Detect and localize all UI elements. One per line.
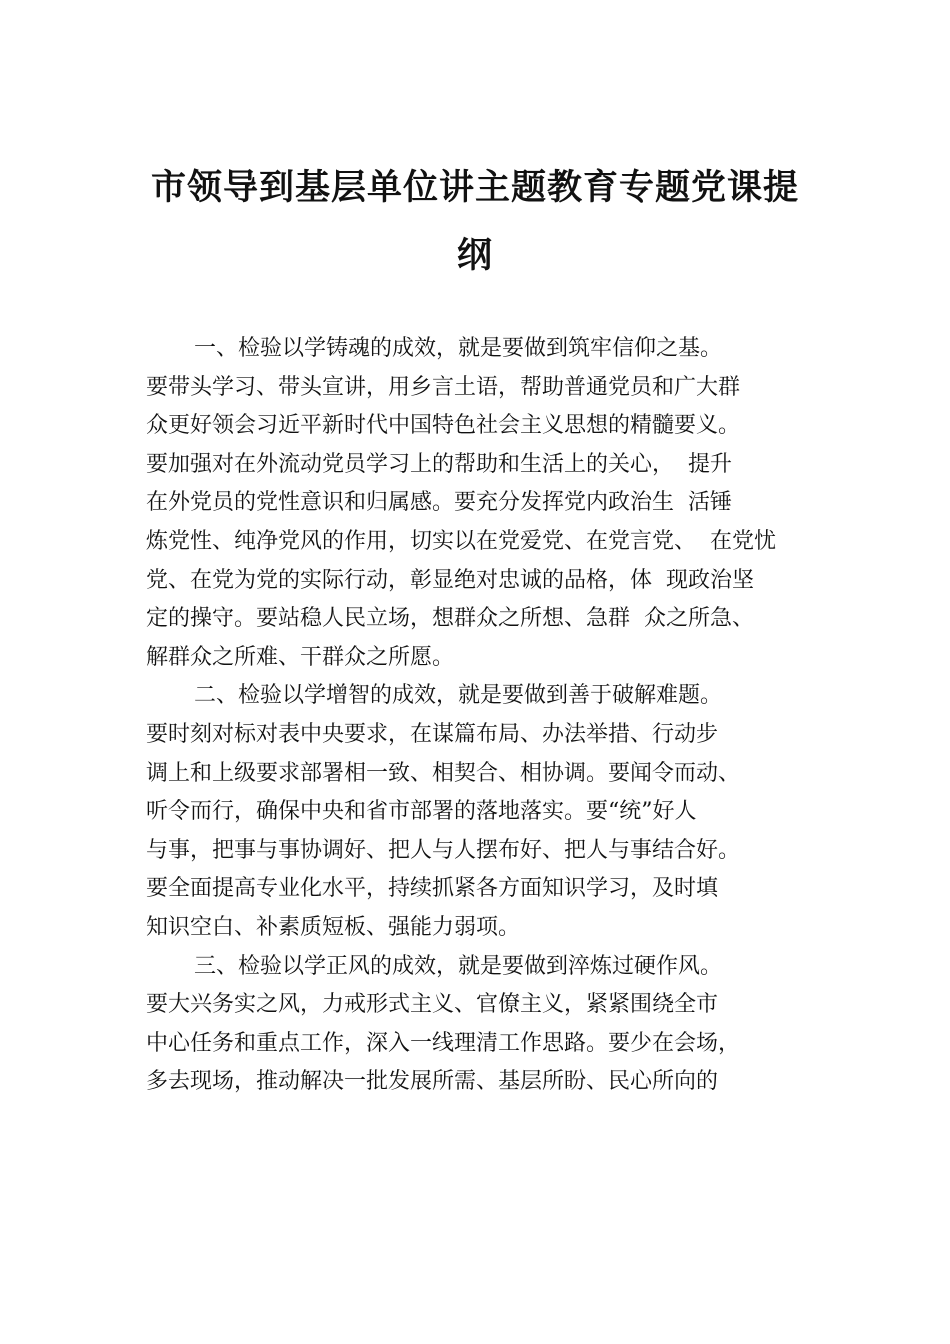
paragraph-3-line-1: 三、检验以学正风的成效，就是要做到淬炼过硬作风。 [194, 953, 723, 979]
document-body [146, 330, 846, 1102]
paragraph-1-line-6: 炼党性、纯净党风的作用，切实以在党爱党、在党言党、 在党忧 [146, 528, 776, 554]
paragraph-2-line-2: 要时刻对标对表中央要求，在谋篇布局、办法举措、行动步 [146, 721, 719, 747]
paragraph-2-line-6: 要全面提高专业化水平，持续抓紧各方面知识学习，及时填 [146, 876, 719, 902]
paragraph-2-line-5: 与事，把事与事协调好、把人与人摆布好、把人与事结合好。 [146, 837, 741, 863]
paragraph-1-line-9: 解群众之所难、干群众之所愿。 [146, 644, 455, 670]
paragraph-3-line-3: 中心任务和重点工作，深入一线理清工作思路。要少在会场， [146, 1030, 741, 1056]
document-title-line-1: 市领导到基层单位讲主题教育专题党课提 [150, 167, 799, 208]
paragraph-3-line-2: 要大兴务实之风，力戒形式主义、官僚主义，紧紧围绕全市 [146, 992, 719, 1018]
paragraph-1-line-7: 党、在党为党的实际行动，彰显绝对忠诚的品格，体 现政治坚 [146, 567, 754, 593]
paragraph-1-line-1: 一、检验以学铸魂的成效，就是要做到筑牢信仰之基。 [194, 336, 723, 361]
paragraph-2-line-4: 听令而行，确保中央和省市部署的落地落实。要“统”好人 [146, 799, 697, 825]
paragraph-1-line-2: 要带头学习、带头宣讲，用乡言土语，帮助普通党员和广大群 [146, 374, 741, 400]
paragraph-2-line-7: 知识空白、补素质短板、强能力弱项。 [146, 914, 521, 940]
paragraph-2-line-3: 调上和上级要求部署相一致、相契合、相协调。要闻令而动、 [146, 760, 741, 786]
paragraph-1-line-3: 众更好领会习近平新时代中国特色社会主义思想的精髓要义。 [146, 413, 741, 439]
paragraph-1-line-4: 要加强对在外流动党员学习上的帮助和生活上的关心， 提升 [146, 451, 732, 477]
document-title-line-2: 纲 [456, 235, 493, 276]
paragraph-2-line-1: 二、检验以学增智的成效，就是要做到善于破解难题。 [194, 683, 723, 709]
paragraph-1-line-5: 在外党员的党性意识和归属感。要充分发挥党内政治生 活锤 [146, 490, 732, 516]
paragraph-3-line-4: 多去现场，推动解决一批发展所需、基层所盼、民心所向的 [146, 1069, 719, 1095]
paragraph-1-line-8: 定的操守。要站稳人民立场，想群众之所想、急群 众之所急、 [146, 606, 754, 632]
